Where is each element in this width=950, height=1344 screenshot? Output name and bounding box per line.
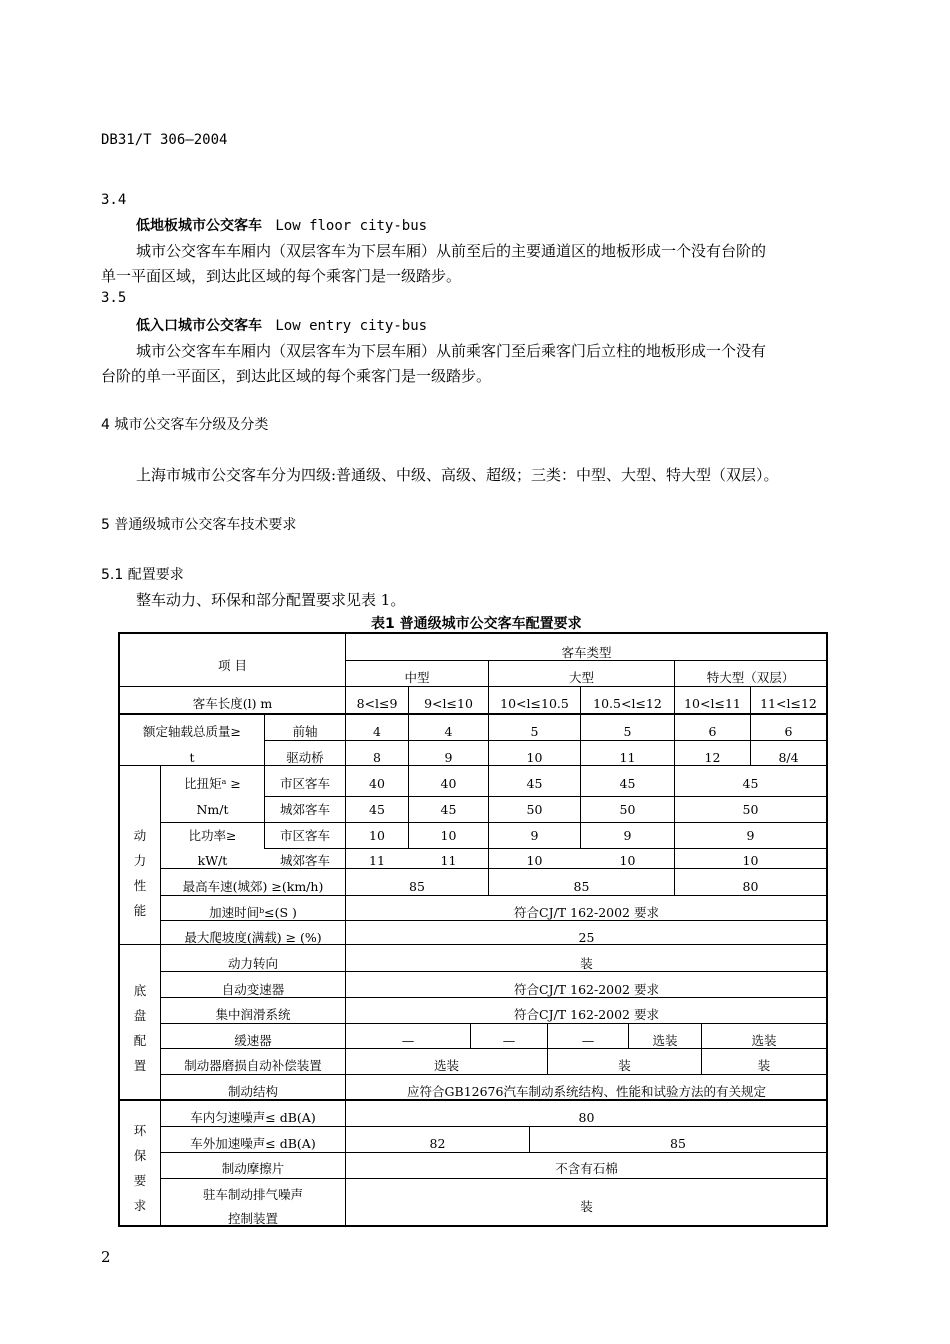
group-char: 保 bbox=[133, 1148, 147, 1163]
value-cell: 10 bbox=[440, 828, 457, 843]
term-cn: 低入口城市公交客车 bbox=[136, 318, 262, 334]
page-number: 2 bbox=[101, 1248, 111, 1266]
value-cell: 装 bbox=[580, 956, 593, 971]
doc-id: DB31/T 306—2004 bbox=[101, 132, 228, 148]
table-rule bbox=[160, 1074, 827, 1075]
table-rule bbox=[119, 713, 827, 715]
value-cell: 选装 bbox=[433, 1058, 459, 1073]
group-char: 置 bbox=[133, 1058, 147, 1073]
torque-unit: Nm/t bbox=[196, 802, 229, 817]
group-char: 要 bbox=[133, 1173, 147, 1188]
value-cell: 不含有石棉 bbox=[555, 1161, 618, 1176]
value-cell: 装 bbox=[580, 1199, 593, 1214]
value-cell: 12 bbox=[704, 750, 721, 765]
value-cell: 4 bbox=[444, 724, 453, 739]
term-cn: 低地板城市公交客车 bbox=[136, 218, 262, 234]
brake-label: 制动结构 bbox=[227, 1084, 278, 1099]
parking-label: 驻车制动排气噪声 bbox=[202, 1187, 303, 1202]
table-rule bbox=[160, 1126, 827, 1127]
group-header-large: 大型 bbox=[568, 670, 594, 685]
value-cell: 10 bbox=[526, 750, 543, 765]
value-cell: 45 bbox=[619, 776, 636, 791]
value-cell: — bbox=[581, 1033, 595, 1048]
value-cell: 9 bbox=[444, 750, 453, 765]
table-caption: 表1 普通级城市公交客车配置要求 bbox=[371, 616, 582, 632]
bus-type-header: 客车类型 bbox=[561, 645, 612, 660]
power-label: 比功率≥ bbox=[188, 828, 237, 843]
term-heading bbox=[136, 315, 427, 335]
torque-label: 比扭矩ᵃ ≥ bbox=[184, 776, 241, 791]
group-char: 性 bbox=[133, 878, 147, 893]
value-cell: 符合CJ/T 162-2002 要求 bbox=[514, 1007, 659, 1022]
lubrication-label: 集中润滑系统 bbox=[215, 1007, 291, 1022]
length-cell: 9<l≤10 bbox=[424, 696, 473, 711]
group-char: 环 bbox=[133, 1123, 147, 1138]
group-char: 盘 bbox=[133, 1008, 147, 1023]
power-unit: kW/t bbox=[197, 853, 228, 868]
axle-unit: t bbox=[189, 750, 195, 765]
value-cell: 9 bbox=[746, 828, 755, 843]
value-cell: 应符合GB12676汽车制动系统结构、性能和试验方法的有关规定 bbox=[407, 1084, 766, 1099]
group-char: 求 bbox=[133, 1198, 147, 1213]
value-cell: 11 bbox=[369, 853, 385, 868]
value-cell: 装 bbox=[757, 1058, 771, 1073]
parking-label: 控制装置 bbox=[227, 1211, 278, 1226]
value-cell: 5 bbox=[530, 724, 539, 739]
value-cell: 10 bbox=[526, 853, 543, 868]
definition-line: 城市公交客车车厢内（双层客车为下层车厢）从前至后的主要通道区的地板形成一个没有台阶的 bbox=[136, 242, 767, 260]
value-cell: 符合CJ/T 162-2002 要求 bbox=[514, 982, 659, 997]
definition-line: 单一平面区域，到达此区域的每个乘客门是一级踏步。 bbox=[101, 267, 462, 285]
value-cell: 45 bbox=[742, 776, 759, 791]
urban-label: 市区客车 bbox=[279, 776, 330, 791]
length-cell: 10<l≤11 bbox=[684, 696, 741, 711]
table-rule bbox=[160, 1152, 827, 1153]
group-char: 力 bbox=[133, 853, 147, 868]
paragraph: 整车动力、环保和部分配置要求见表 1。 bbox=[136, 591, 406, 609]
value-cell: — bbox=[502, 1033, 516, 1048]
front-axle-label: 前轴 bbox=[292, 724, 318, 739]
axle-label: 额定轴载总质量≥ bbox=[143, 724, 241, 739]
steering-label: 动力转向 bbox=[227, 956, 278, 971]
value-cell: 10 bbox=[619, 853, 636, 868]
value-cell: 40 bbox=[369, 776, 385, 791]
term-heading bbox=[136, 215, 427, 235]
item-header: 项 目 bbox=[218, 658, 247, 673]
table-rule bbox=[119, 686, 827, 687]
section-number: 3.5 bbox=[101, 290, 127, 306]
value-cell: 50 bbox=[526, 802, 543, 817]
section-number: 3.4 bbox=[101, 192, 127, 208]
group-char: 动 bbox=[133, 828, 147, 843]
paragraph: 上海市城市公交客车分为四级:普通级、中级、高级、超级；三类：中型、大型、特大型（双层）。 bbox=[136, 466, 779, 484]
value-cell: 装 bbox=[618, 1058, 631, 1073]
suburban-label: 城郊客车 bbox=[279, 853, 330, 868]
table-rule bbox=[160, 895, 827, 896]
value-cell: 4 bbox=[373, 724, 381, 739]
value-cell: 11 bbox=[440, 853, 457, 868]
section-heading: 5.1 配置要求 bbox=[101, 567, 184, 583]
definition-line: 城市公交客车车厢内（双层客车为下层车厢）从前乘客门至后乘客门后立柱的地板形成一个没有 bbox=[136, 342, 767, 360]
value-cell: 9 bbox=[530, 828, 539, 843]
value-cell: 80 bbox=[578, 1110, 595, 1125]
value-cell: 85 bbox=[573, 879, 590, 894]
section-heading: 5 普通级城市公交客车技术要求 bbox=[101, 517, 297, 533]
table-rule bbox=[160, 1178, 827, 1179]
group-char: 底 bbox=[133, 983, 147, 998]
value-cell: 85 bbox=[670, 1136, 686, 1151]
definition-line: 台阶的单一平面区，到达此区域的每个乘客门是一级踏步。 bbox=[101, 367, 492, 385]
suburban-label: 城郊客车 bbox=[279, 802, 330, 817]
value-cell: 6 bbox=[784, 724, 793, 739]
inner-noise-label: 车内匀速噪声≤ dB(A) bbox=[190, 1110, 316, 1125]
length-cell: 8<l≤9 bbox=[356, 696, 398, 711]
value-cell: 45 bbox=[440, 802, 457, 817]
table-rule bbox=[264, 796, 827, 797]
value-cell: 符合CJ/T 162-2002 要求 bbox=[514, 905, 659, 920]
value-cell: 45 bbox=[526, 776, 543, 791]
table-rule bbox=[160, 1023, 827, 1024]
value-cell: 9 bbox=[623, 828, 632, 843]
value-cell: — bbox=[401, 1033, 415, 1048]
value-cell: 25 bbox=[578, 930, 595, 945]
value-cell: 选装 bbox=[751, 1033, 777, 1048]
table-rule bbox=[264, 848, 827, 849]
retarder-label: 缓速器 bbox=[234, 1033, 272, 1048]
value-cell: 50 bbox=[619, 802, 636, 817]
term-en: Low floor city-bus bbox=[275, 218, 428, 234]
value-cell: 85 bbox=[409, 879, 425, 894]
accel-label: 加速时间ᵇ≤(S ) bbox=[209, 905, 297, 920]
urban-label: 市区客车 bbox=[279, 828, 330, 843]
length-cell: 10<l≤10.5 bbox=[500, 696, 569, 711]
value-cell: 40 bbox=[440, 776, 457, 791]
group-header-medium: 中型 bbox=[404, 670, 430, 685]
wear-label: 制动器磨损自动补偿装置 bbox=[184, 1058, 322, 1073]
outer-noise-label: 车外加速噪声≤ dB(A) bbox=[190, 1136, 316, 1151]
max-speed-label: 最高车速(城郊) ≥(km/h) bbox=[182, 879, 324, 894]
group-char: 能 bbox=[133, 903, 147, 918]
brake-pad-label: 制动摩擦片 bbox=[221, 1161, 285, 1176]
value-cell: 11 bbox=[619, 750, 636, 765]
table-rule bbox=[160, 822, 827, 823]
value-cell: 80 bbox=[742, 879, 759, 894]
length-cell: 10.5<l≤12 bbox=[593, 696, 662, 711]
table-border bbox=[118, 632, 828, 634]
value-cell: 50 bbox=[742, 802, 759, 817]
value-cell: 8 bbox=[373, 750, 381, 765]
value-cell: 82 bbox=[429, 1136, 446, 1151]
table-rule bbox=[264, 740, 827, 741]
value-cell: 6 bbox=[708, 724, 717, 739]
drive-axle-label: 驱动桥 bbox=[286, 750, 324, 765]
section-heading: 4 城市公交客车分级及分类 bbox=[101, 417, 269, 433]
term-en: Low entry city-bus bbox=[275, 318, 428, 334]
value-cell: 选装 bbox=[652, 1033, 678, 1048]
value-cell: 10 bbox=[742, 853, 759, 868]
climb-label: 最大爬坡度(满载) ≥ (%) bbox=[184, 930, 322, 945]
value-cell: 45 bbox=[369, 802, 385, 817]
group-char: 配 bbox=[133, 1033, 147, 1048]
value-cell: 10 bbox=[369, 828, 385, 843]
value-cell: 5 bbox=[623, 724, 632, 739]
value-cell: 8/4 bbox=[778, 750, 799, 765]
transmission-label: 自动变速器 bbox=[221, 982, 285, 997]
length-label: 客车长度(l) m bbox=[192, 696, 273, 711]
length-cell: 11<l≤12 bbox=[760, 696, 817, 711]
group-header-xl: 特大型（双层） bbox=[706, 670, 795, 685]
